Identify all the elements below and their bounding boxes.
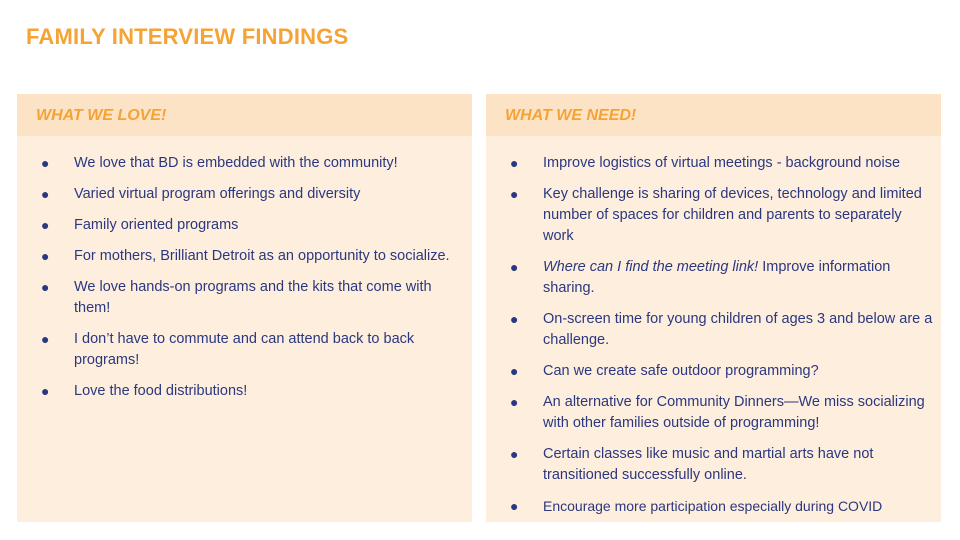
list-item-text: On-screen time for young children of ages 3 and below are a challenge. (543, 311, 933, 348)
list-item (486, 257, 933, 299)
list-item (486, 392, 933, 434)
list-item-text: Varied virtual program offerings and diversity (74, 186, 361, 202)
list-item-text: We love hands-on programs and the kits that come with them! (74, 279, 432, 316)
list-item-text: Family oriented programs (74, 217, 239, 233)
list-item (17, 184, 464, 205)
bullet-dot-icon: ● (41, 279, 50, 295)
list-item-text: Improve logistics of virtual meetings - background noise (543, 155, 901, 171)
list-item (17, 381, 464, 402)
what-we-need-header: WHAT WE NEED! (486, 94, 941, 136)
what-we-love-panel (17, 94, 472, 522)
what-we-need-list (486, 136, 941, 517)
bullet-dot-icon: ● (510, 155, 519, 171)
list-item (17, 246, 464, 267)
list-item-text: I don’t have to commute and can attend back to back programs! (74, 331, 415, 368)
list-item (17, 215, 464, 236)
bullet-dot-icon: ● (41, 248, 50, 264)
list-item-text: Encourage more participation especially during COVID (543, 498, 883, 514)
list-item-emphasis: Where can I find the meeting link! (543, 259, 759, 275)
bullet-dot-icon: ● (510, 363, 519, 379)
list-item-text: We love that BD is embedded with the community! (74, 155, 398, 171)
bullet-dot-icon: ● (510, 446, 519, 462)
bullet-dot-icon: ● (41, 217, 50, 233)
list-item (17, 277, 464, 319)
list-item-text: Improve information sharing. (543, 259, 891, 296)
list-item (486, 309, 933, 351)
list-item-text: Certain classes like music and martial arts have not transitioned successfully online. (543, 446, 874, 483)
list-item (17, 153, 464, 174)
bullet-dot-icon: ● (41, 331, 50, 347)
list-item-text: For mothers, Brilliant Detroit as an opportunity to socialize. (74, 248, 450, 264)
bullet-dot-icon: ● (510, 186, 519, 202)
list-item (17, 329, 464, 371)
what-we-love-header: WHAT WE LOVE! (17, 94, 472, 136)
list-item-text: Love the food distributions! (74, 383, 248, 399)
list-item (486, 184, 933, 247)
bullet-dot-icon: ● (510, 498, 519, 514)
list-item (486, 444, 933, 486)
page-title: FAMILY INTERVIEW FINDINGS (26, 24, 349, 49)
what-we-love-list (17, 136, 472, 402)
what-we-need-panel (486, 94, 941, 522)
bullet-dot-icon: ● (41, 186, 50, 202)
list-item-text: Can we create safe outdoor programming? (543, 363, 819, 379)
bullet-dot-icon: ● (510, 311, 519, 327)
list-item-text: Key challenge is sharing of devices, technology and limited number of spaces for children and parents to separately work (543, 186, 922, 244)
list-item (486, 496, 933, 517)
bullet-dot-icon: ● (41, 383, 50, 399)
list-item (486, 361, 933, 382)
list-item (486, 153, 933, 174)
list-item-text: An alternative for Community Dinners—We miss socializing with other families outside of programming! (543, 394, 925, 431)
bullet-dot-icon: ● (510, 394, 519, 410)
bullet-dot-icon: ● (41, 155, 50, 171)
bullet-dot-icon: ● (510, 259, 519, 275)
